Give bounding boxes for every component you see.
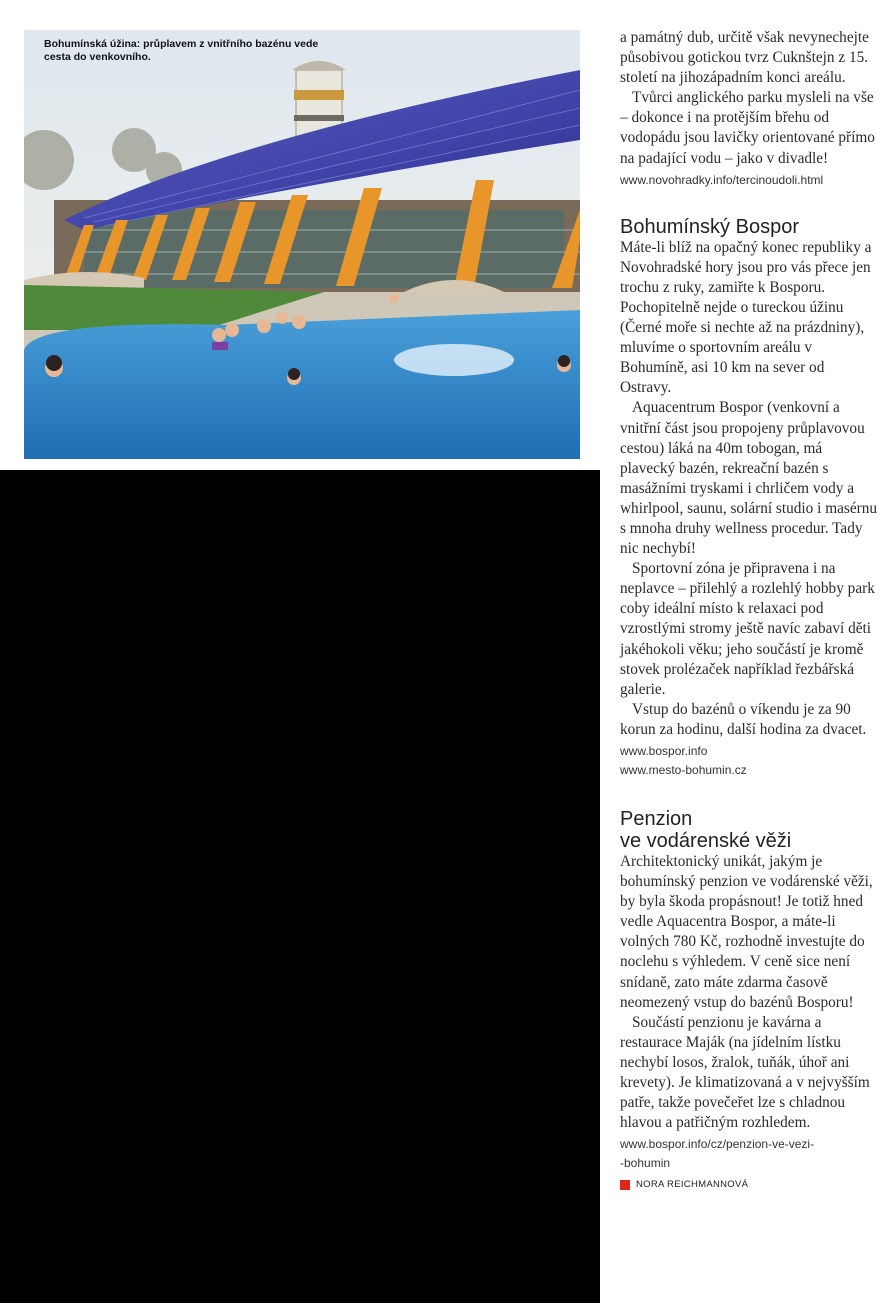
penzion-url-line1[interactable]: www.bospor.info/cz/penzion-ve-vezi- [620, 1137, 815, 1152]
penzion-heading [620, 808, 878, 852]
black-area [0, 470, 600, 1303]
penzion-heading-line1: Penzion [620, 808, 693, 830]
intro-url[interactable]: www.novohradky.info/tercinoudoli.html [620, 172, 824, 187]
aquacentrum-illustration [24, 30, 580, 459]
penzion-heading-line2: ve vodárenské věži [620, 830, 792, 852]
photo-caption: Bohumínská úžina: průplavem z vnitřního bazénu vede cesta do venkovního. [44, 38, 319, 63]
bospor-url-1[interactable]: www.bospor.info [620, 744, 708, 758]
bospor-paragraph-3: Sportovní zóna je připravena i na neplavce – přilehlý a rozlehlý hobby park coby ideální místo k relaxaci pod vzrostlými stromy ještě navíc zabaví děti jakéhokoli věku; jeho součástí je kromě stovek prolézaček například řezbářská galerie. [620, 560, 875, 698]
bospor-paragraph-4: Vstup do bazénů o víkendu je za 90 korun za hodinu, další hodina za dvacet. [620, 700, 867, 738]
bospor-paragraph-1: Máte-li blíž na opačný konec republiky a Novohradské hory jsou pro vás přece jen trochu z ruky, zamiřte k Bosporu. Pochopitelně nejde o tureckou úžinu (Černé moře si nechte až na prázdniny), mluvíme o sportovním areálu v Bohumíně, asi 10 km na sever od Ostravy. [620, 238, 872, 397]
author-byline [620, 1179, 878, 1190]
bospor-heading: Bohumínský Bospor [620, 215, 799, 238]
penzion-paragraph-1: Architektonický unikát, jakým je bohumínský penzion ve vodárenské věži, by byla škoda propásnout! Je totiž hned vedle Aquacentra Bospor, a máte-li volných 780 Kč, rozhodně investujte do noclehu s výhledem. V ceně sice není snídaně, zato máte zdarma časově neomezený vstup do bazénů Bosporu! [620, 853, 873, 1011]
intro-paragraph-2: Tvůrci anglického parku mysleli na vše – dokonce i na protějším břehu od vodopádu jsou lavičky orientované přímo na padající vodu – jako v divadle! [620, 89, 875, 167]
author-name: NORA REICHMANNOVÁ [636, 1179, 749, 1191]
penzion-paragraph-2: Součástí penzionu je kavárna a restaurace Maják (na jídelním lístku nechybí losos, žralok, tuňák, úhoř ani krevety). Je klimatizovaná a v nejvyšším patře, takže povečeřet lze s chladnou hlavou a patřičným rozhledem. [620, 1013, 870, 1132]
penzion-url-line2[interactable]: -bohumin [620, 1156, 671, 1171]
bospor-url-2[interactable]: www.mesto-bohumin.cz [620, 763, 747, 777]
intro-paragraph-1: a památný dub, určitě však nevynechejte působivou gotickou tvrz Cuknštejn z 15. století na jihozápadním konci areálu. [620, 29, 869, 87]
article-column [620, 28, 878, 1190]
bospor-paragraph-2: Aquacentrum Bospor (venkovní a vnitřní část jsou propojeny průplavovou cestou) láká na 40m tobogan, má plavecký bazén, rekreační bazén s masážními tryskami i chrličem vody a whirlpool, saunu, solární studio i masérnu s mnoha druhy wellness procedur. Tady nic nechybí! [620, 399, 878, 558]
pool-photo [24, 30, 580, 459]
red-square-icon [620, 1180, 630, 1190]
